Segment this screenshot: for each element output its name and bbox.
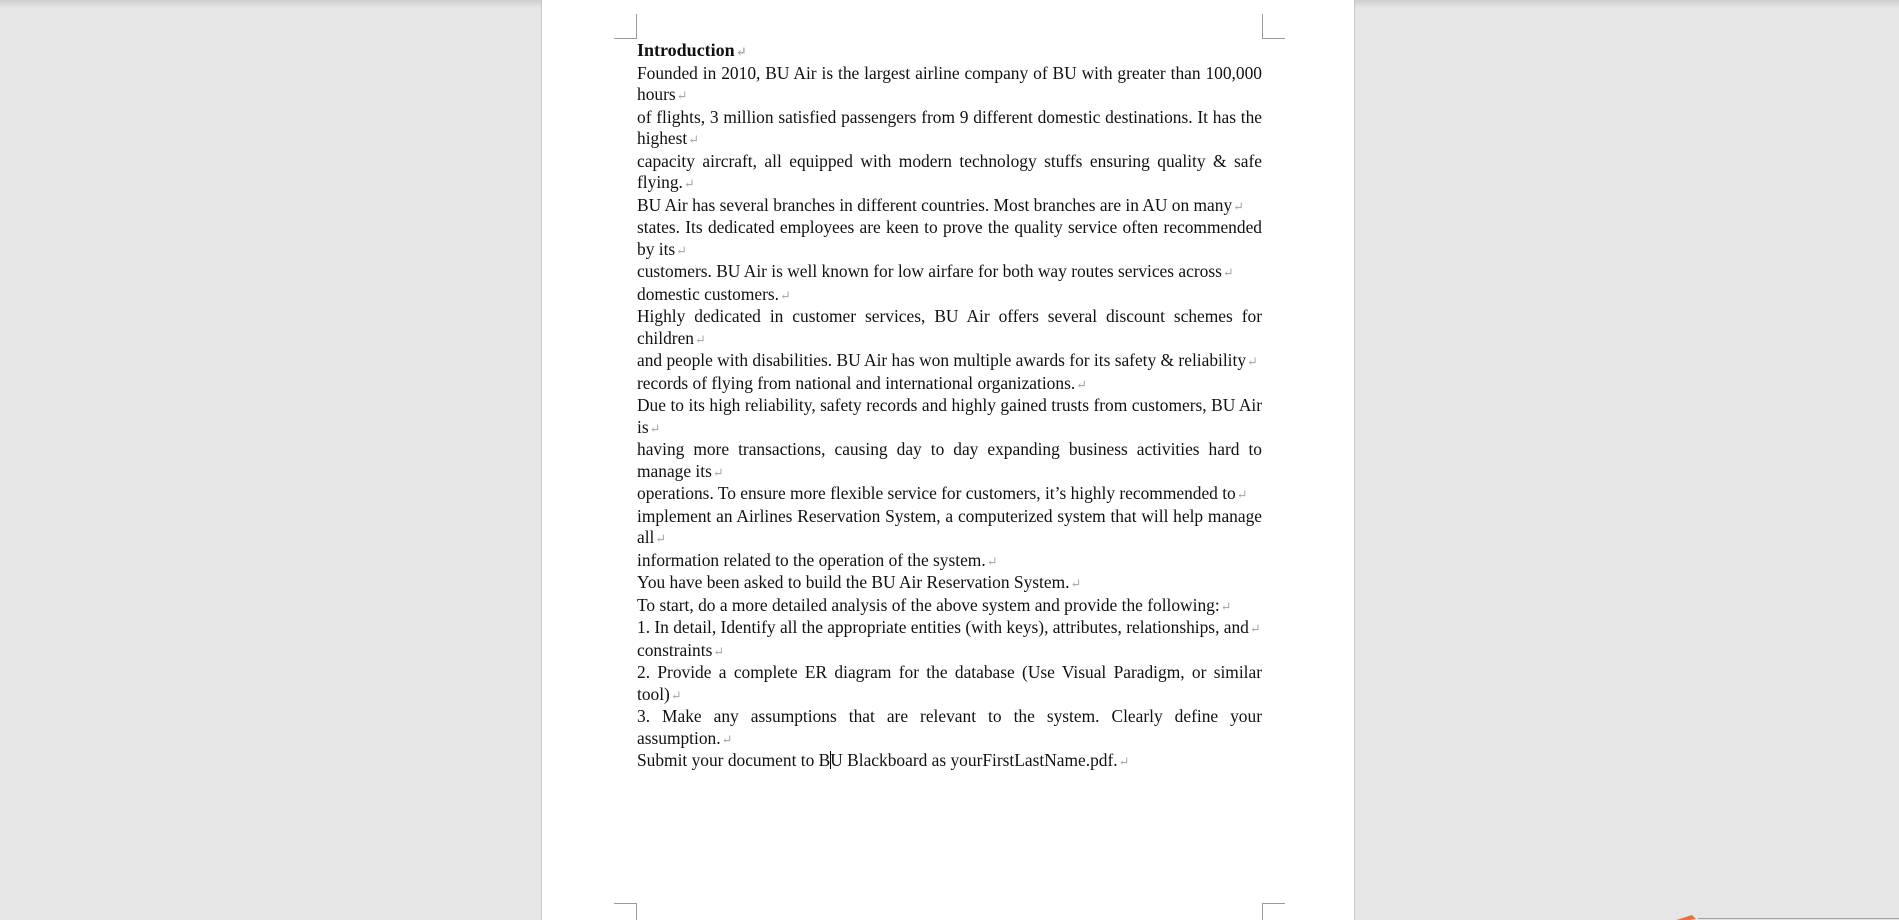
list-item[interactable]: 1. In detail, Identify all the appropriate entities (with keys), attributes, relationships, and↵ — [637, 617, 1261, 637]
list-item[interactable]: 2. Provide a complete ER diagram for the database (Use Visual Paradigm, or similar tool)↵ — [637, 662, 1262, 704]
margin-corner-top-left — [614, 14, 637, 39]
paragraph[interactable]: Due to its high reliability, safety records and highly gained trusts from customers, BU Air is↵ — [637, 395, 1262, 437]
paragraph[interactable]: constraints↵ — [637, 639, 725, 660]
paragraph-mark: ↵ — [1249, 621, 1261, 636]
paragraph[interactable]: capacity aircraft, all equipped with modern technology stuffs ensuring quality & safe flying.↵ — [637, 150, 1262, 192]
paragraph[interactable]: of flights, 3 million satisfied passengers from 9 different domestic destinations. It has the highest↵ — [637, 106, 1262, 148]
paragraph-submit[interactable]: Submit your document to BU Blackboard as yourFirstLastName.pdf.↵ — [637, 750, 1130, 770]
paragraph-mark: ↵ — [676, 88, 688, 103]
paragraph-mark: ↵ — [1233, 198, 1245, 214]
paragraph-mark: ↵ — [1070, 576, 1082, 591]
paragraph[interactable]: customers. BU Air is well known for low airfare for both way routes services across↵ — [637, 261, 1234, 281]
paragraph[interactable]: records of flying from national and international organizations.↵ — [637, 372, 1088, 393]
paragraph[interactable]: Highly dedicated in customer services, BU Air offers several discount schemes for children↵ — [637, 306, 1262, 348]
paragraph[interactable]: states. Its dedicated employees are keen to prove the quality service often recommended by its↵ — [637, 217, 1262, 259]
paragraph[interactable]: and people with disabilities. BU Air has won multiple awards for its safety & reliability↵ — [637, 350, 1258, 370]
paragraph-mark: ↵ — [713, 643, 725, 659]
document-page[interactable] — [541, 0, 1355, 920]
paragraph-mark: ↵ — [1220, 598, 1232, 614]
paragraph-mark: ↵ — [721, 731, 733, 747]
paragraph[interactable]: implement an Airlines Reservation System, a computerized system that will help manage all↵ — [637, 505, 1262, 547]
paragraph-mark: ↵ — [683, 176, 695, 191]
paragraph[interactable]: domestic customers.↵ — [637, 283, 791, 304]
paragraph-mark: ↵ — [676, 242, 688, 258]
paragraph-mark: ↵ — [1222, 265, 1234, 280]
margin-corner-bottom-right — [1262, 903, 1285, 920]
paragraph[interactable]: information related to the operation of the system.↵ — [637, 549, 998, 570]
orange-pointer-icon — [1662, 912, 1702, 920]
paragraph-mark: ↵ — [986, 553, 998, 569]
paragraph-mark: ↵ — [649, 420, 661, 436]
paragraph-mark: ↵ — [655, 531, 667, 546]
paragraph-mark: ↵ — [1076, 376, 1088, 392]
paragraph[interactable]: operations. To ensure more flexible service for customers, it’s highly recommended to↵ — [637, 483, 1248, 503]
paragraph-mark: ↵ — [1236, 487, 1248, 502]
paragraph[interactable]: To start, do a more detailed analysis of the above system and provide the following:↵ — [637, 594, 1232, 615]
paragraph-mark: ↵ — [712, 464, 724, 480]
paragraph-mark: ↵ — [1118, 754, 1130, 769]
paragraph-mark: ↵ — [780, 287, 791, 303]
heading-introduction[interactable]: Introduction↵ — [637, 40, 747, 60]
paragraph[interactable]: Founded in 2010, BU Air is the largest airline company of BU with greater than 100,000 hours↵ — [637, 62, 1262, 104]
paragraph-mark: ↵ — [670, 687, 682, 703]
document-body[interactable] — [637, 40, 1262, 773]
margin-corner-top-right — [1262, 14, 1285, 39]
paragraph[interactable]: You have been asked to build the BU Air Reservation System.↵ — [637, 572, 1082, 592]
paragraph-mark: ↵ — [1247, 354, 1258, 369]
paragraph-mark: ↵ — [735, 44, 747, 59]
window-edge-line — [1698, 918, 1899, 919]
margin-corner-bottom-left — [614, 903, 637, 920]
list-item[interactable]: 3. Make any assumptions that are relevant to the system. Clearly define your assumption.↵ — [637, 706, 1262, 748]
paragraph[interactable]: BU Air has several branches in different countries. Most branches are in AU on many↵ — [637, 194, 1245, 215]
paragraph-mark: ↵ — [694, 331, 706, 347]
paragraph-mark: ↵ — [688, 132, 700, 147]
paragraph[interactable]: having more transactions, causing day to day expanding business activities hard to manage its↵ — [637, 439, 1262, 481]
